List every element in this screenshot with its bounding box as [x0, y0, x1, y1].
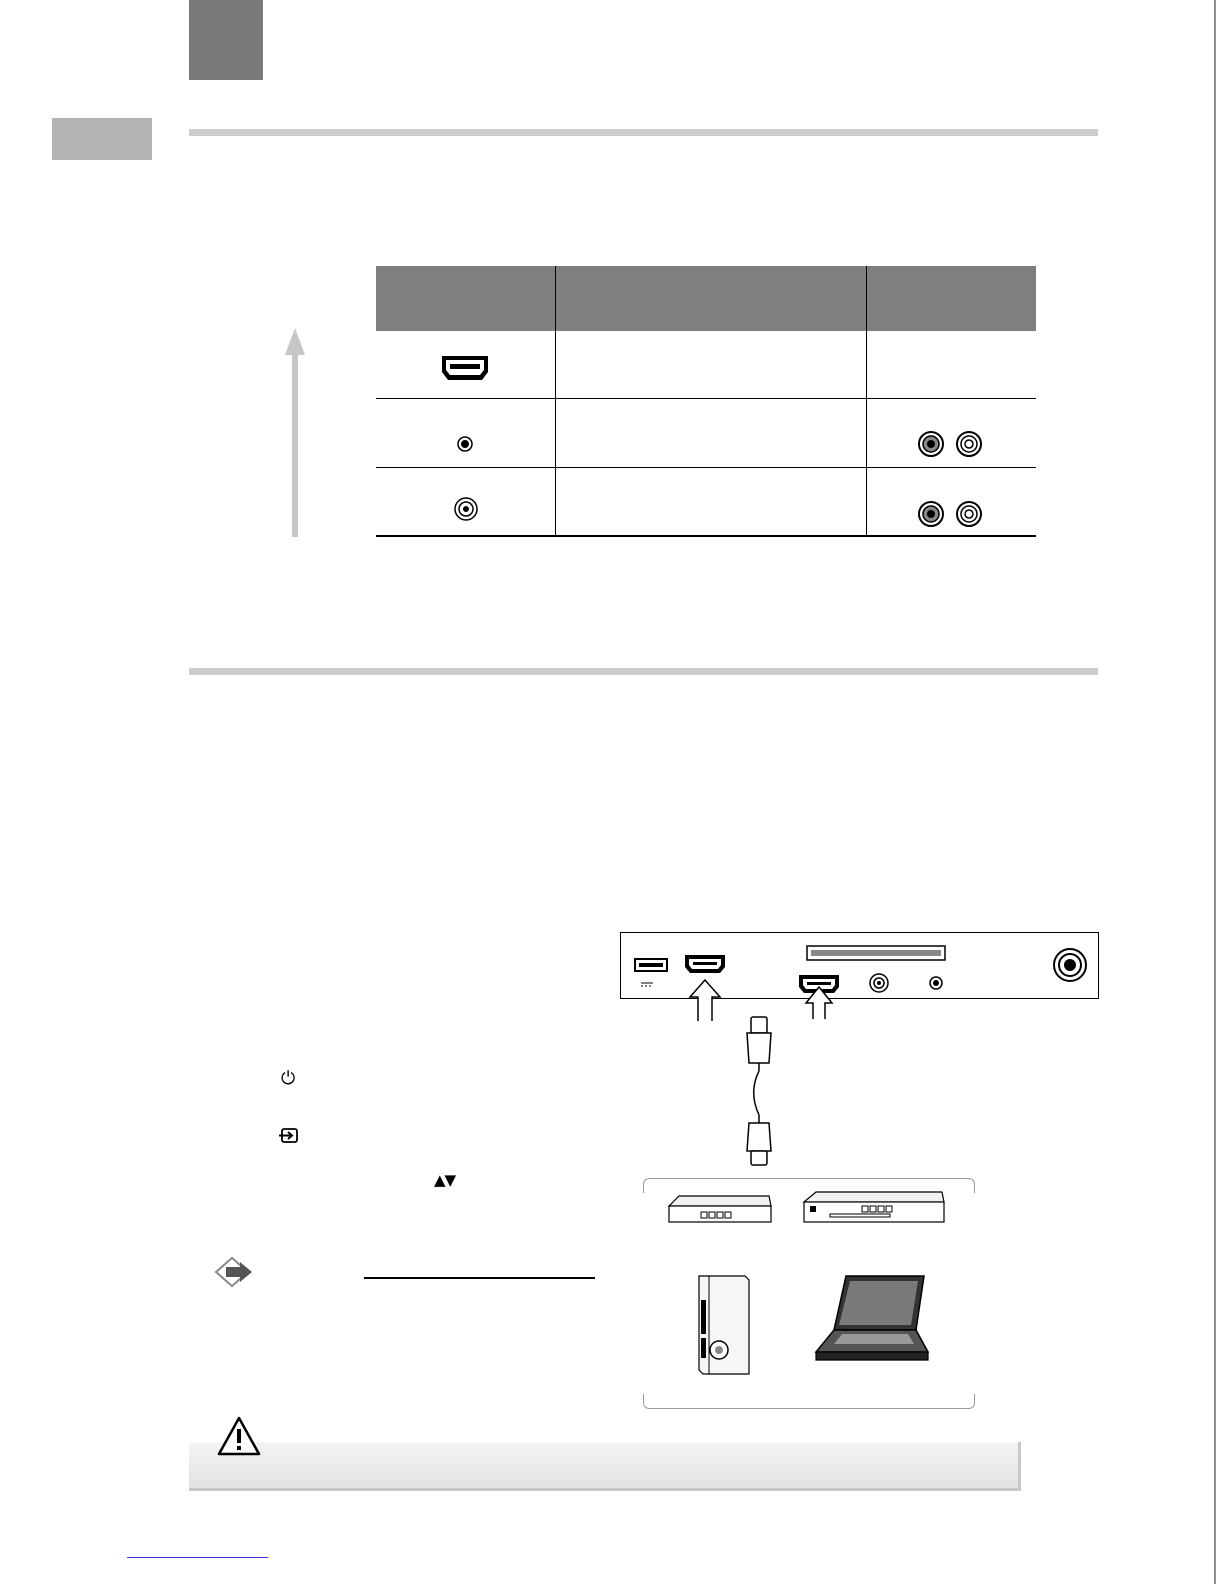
section-rule-2 [189, 668, 1098, 675]
table-header [376, 266, 1036, 331]
table-column-divider [555, 266, 556, 536]
table-column-divider [866, 266, 867, 536]
note-underline [364, 1277, 595, 1279]
device-group-bracket-bottom [643, 1394, 975, 1409]
quality-up-arrow-head [285, 328, 305, 355]
side-section-tab [52, 118, 152, 160]
footer-link-underline[interactable] [127, 1557, 268, 1558]
table-row-divider [376, 398, 1036, 399]
page-edge-line [1214, 0, 1216, 1584]
section-rule-1 [189, 129, 1098, 136]
rca-jack-icon [955, 430, 983, 458]
laptop-image [812, 1272, 930, 1368]
hdmi-cable-diagram [680, 975, 840, 1175]
hdmi-port-icon [440, 354, 490, 382]
power-icon: ⏻ [281, 1068, 296, 1089]
ypbpr-jack-icon [456, 435, 474, 453]
caution-bar [189, 1442, 1021, 1491]
game-console-image [695, 1272, 753, 1378]
quality-up-arrow [292, 354, 298, 537]
caution-triangle-icon [216, 1415, 262, 1457]
set-top-box-image [665, 1194, 775, 1228]
rca-jack-icon [917, 430, 945, 458]
rca-jack-icon [917, 500, 945, 528]
table-row-divider [376, 467, 1036, 468]
chapter-header-block [189, 0, 263, 80]
input-source-icon [279, 1127, 301, 1150]
dvd-player-image [800, 1190, 948, 1228]
rca-jack-icon [955, 500, 983, 528]
note-arrow-icon [212, 1255, 256, 1289]
up-down-arrows-icon: ▲▼ [434, 1171, 456, 1189]
table-bottom-line [376, 535, 1036, 537]
av-jack-icon [453, 496, 479, 522]
